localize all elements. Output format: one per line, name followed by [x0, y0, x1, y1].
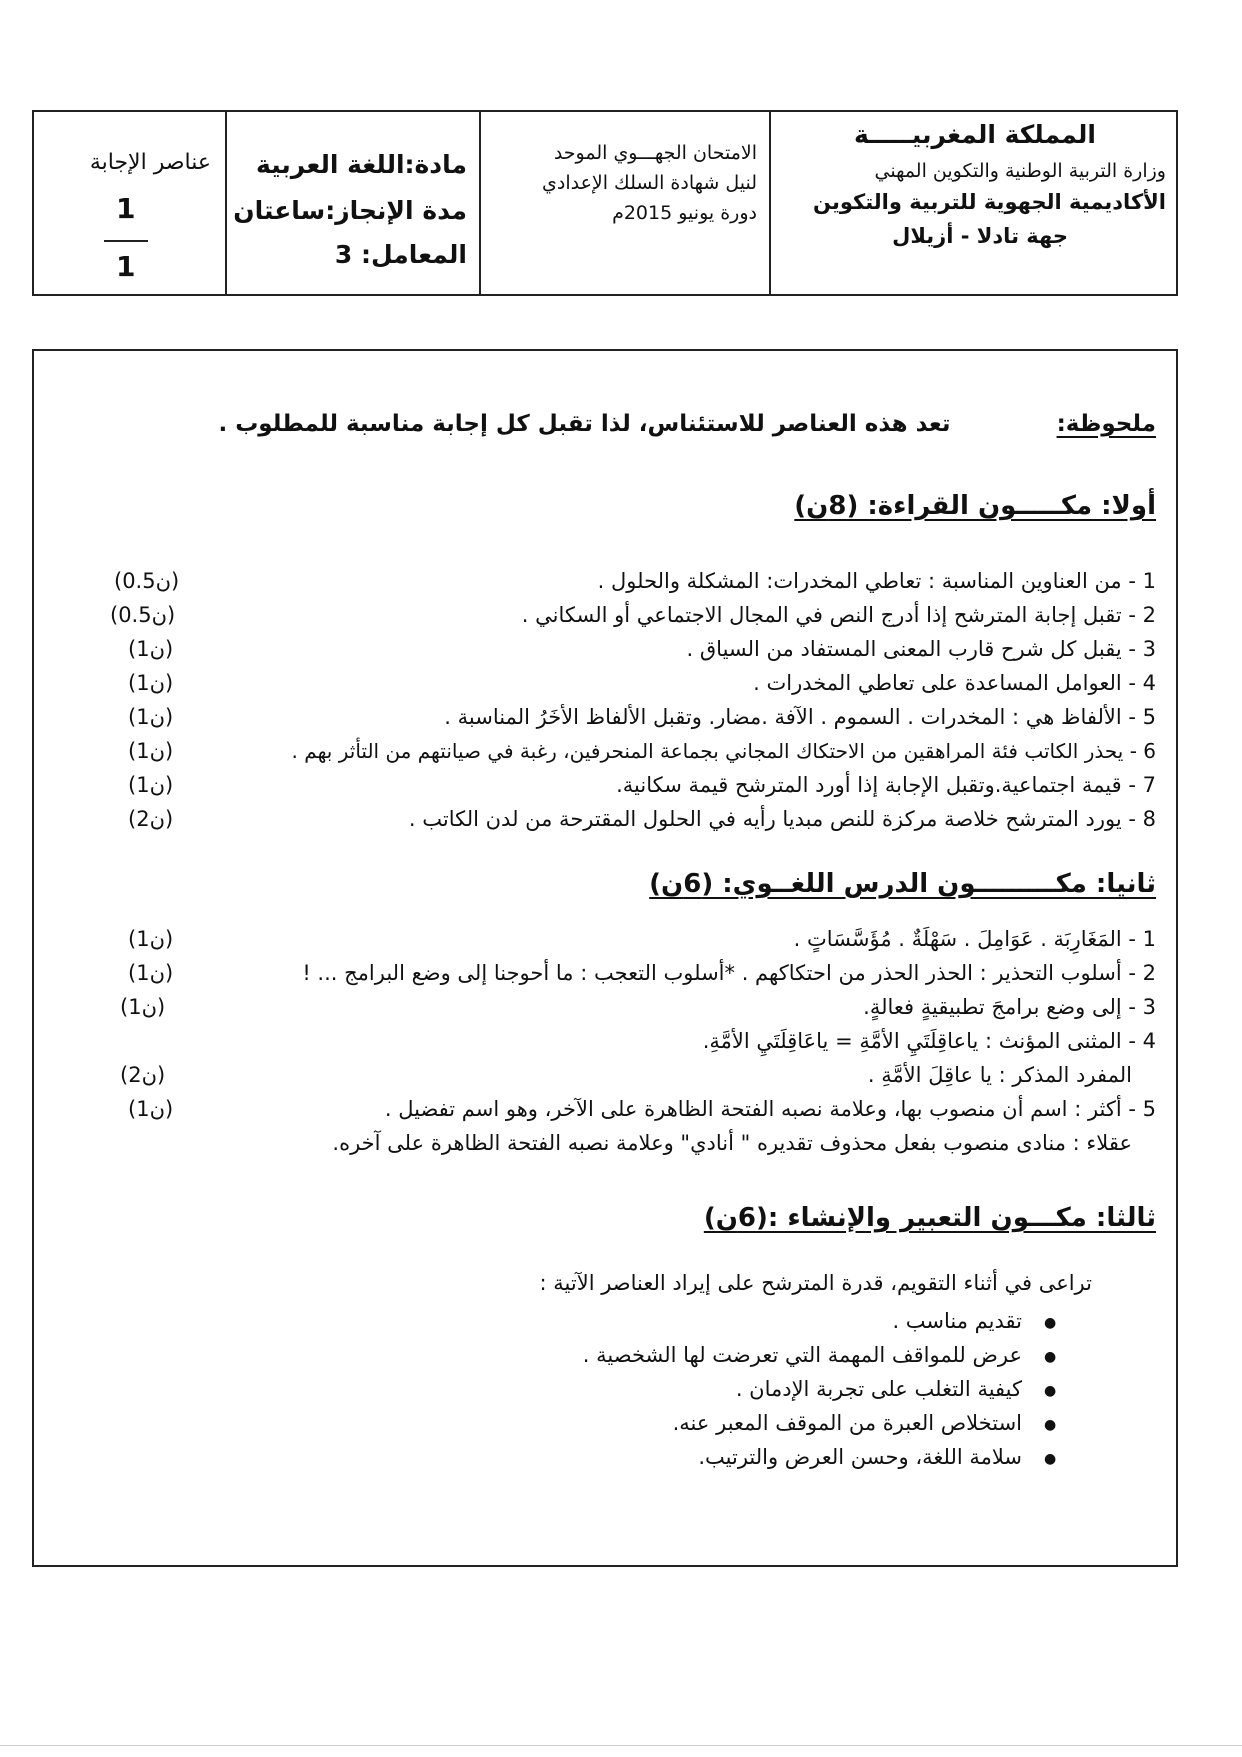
writing-bullet-3: كيفية التغلب على تجربة الإدمان .: [735, 1377, 1022, 1401]
reading-score-4: (1ن): [128, 671, 174, 695]
page-bottom-rule: [0, 1745, 1242, 1746]
duration-line: مدة الإنجاز:ساعتان: [233, 196, 467, 225]
reading-item-4: 4 - العوامل المساعدة على تعاطي المخدرات .: [753, 671, 1156, 695]
answers-cell: [34, 112, 225, 294]
fraction-bar: [104, 240, 148, 242]
academy-line: الأكاديمية الجهوية للتربية والتكوين: [813, 190, 1166, 214]
page-number: 1: [116, 192, 136, 225]
page-total: 1: [116, 250, 136, 283]
reading-item-3: 3 - يقبل كل شرح قارب المعنى المستفاد من السياق .: [686, 637, 1156, 661]
note-label: ملحوظة:: [1056, 411, 1156, 437]
coefficient-line: المعامل: 3: [334, 240, 467, 269]
language-score-1: (1ن): [128, 927, 174, 951]
bullet-dot-icon: ●: [1044, 1417, 1057, 1433]
language-item-3: 3 - إلى وضع برامجَ تطبيقيةٍ فعالةٍ.: [863, 995, 1156, 1019]
exam-session: دورة يونيو 2015م: [612, 202, 757, 224]
reading-score-3: (1ن): [128, 637, 174, 661]
reading-score-7: (1ن): [128, 773, 174, 797]
writing-bullet-5: سلامة اللغة، وحسن العرض والترتيب.: [698, 1445, 1022, 1469]
language-item-4: 4 - المثنى المؤنث : ياعاقِلَتَيِ الأمَّةِ = ياعَاقِلَتَيِ الأمَّةِ.: [702, 1029, 1156, 1053]
exam-cell: [479, 112, 769, 294]
reading-item-6: 6 - يحذر الكاتب فئة المراهقين من الاحتكاك المجاني بجماعة المنحرفين، رغبة في صيانتهم من التأثر بهم .: [291, 739, 1156, 763]
language-score-3: (1ن): [120, 995, 166, 1019]
reading-item-5: 5 - الألفاظ هي : المخدرات . السموم . الآفة .مضار. وتقبل الألفاظ الأخَرُ المناسبة .: [444, 705, 1156, 729]
ministry-line: وزارة التربية الوطنية والتكوين المهني: [874, 160, 1166, 182]
language-item-1: 1 - المَغَارِبَة . عَوَامِلَ . سَهْلَةٌ . مُؤَسَّسَاتٍ .: [793, 927, 1156, 951]
writing-intro: تراعى في أثناء التقويم، قدرة المترشح على إيراد العناصر الآتية :: [539, 1271, 1092, 1295]
language-item-5b: عقلاء : منادى منصوب بفعل محذوف تقديره " أنادي" وعلامة نصبه الفتحة الظاهرة على آخره.: [332, 1131, 1132, 1155]
exam-title: الامتحان الجهـــوي الموحد: [553, 142, 757, 164]
reading-item-1: 1 - من العناوين المناسبة : تعاطي المخدرات: المشكلة والحلول .: [597, 569, 1156, 593]
language-item-4b: المفرد المذكر : يا عاقِلَ الأمَّةِ .: [867, 1063, 1132, 1087]
language-score-4: (2ن): [120, 1063, 166, 1087]
subject-cell: [225, 112, 479, 294]
answers-label: عناصر الإجابة: [89, 150, 211, 175]
writing-bullet-4: استخلاص العبرة من الموقف المعبر عنه.: [672, 1411, 1022, 1435]
language-item-2: 2 - أسلوب التحذير : الحذر الحذر من احتكاكهم . *أسلوب التعجب : ما أحوجنا إلى وضع البرامج ... !: [302, 961, 1156, 985]
reading-score-6: (1ن): [128, 739, 174, 763]
note-row: [218, 411, 1156, 437]
subject-line: مادة:اللغة العربية: [256, 150, 467, 179]
reading-score-5: (1ن): [128, 705, 174, 729]
language-item-5: 5 - أكثر : اسم أن منصوب بها، وعلامة نصبه الفتحة الظاهرة على الآخر، وهو اسم تفضيل .: [384, 1097, 1156, 1121]
bullet-dot-icon: ●: [1044, 1383, 1057, 1399]
kingdom-cell: [769, 112, 1176, 294]
section-reading-title: أولا: مكـــــون القراءة: (8ن): [794, 491, 1156, 521]
answer-key-box: [32, 349, 1178, 1567]
bullet-dot-icon: ●: [1044, 1451, 1057, 1467]
reading-score-1: (0.5ن): [114, 569, 180, 593]
writing-bullet-1: تقديم مناسب .: [892, 1309, 1022, 1333]
language-score-5: (1ن): [128, 1097, 174, 1121]
writing-bullet-2: عرض للمواقف المهمة التي تعرضت لها الشخصية .: [582, 1343, 1022, 1367]
reading-item-8: 8 - يورد المترشح خلاصة مركزة للنص مبديا رأيه في الحلول المقترحة من لدن الكاتب .: [408, 807, 1156, 831]
bullet-dot-icon: ●: [1044, 1349, 1057, 1365]
exam-certificate: لنيل شهادة السلك الإعدادي: [541, 172, 757, 194]
section-writing-title: ثالثا: مكـــون التعبير والإنشاء :(6ن): [703, 1203, 1156, 1233]
reading-score-8: (2ن): [128, 807, 174, 831]
language-score-2: (1ن): [128, 961, 174, 985]
reading-item-2: 2 - تقبل إجابة المترشح إذا أدرج النص في المجال الاجتماعي أو السكاني .: [521, 603, 1156, 627]
bullet-dot-icon: ●: [1044, 1315, 1057, 1331]
region-line: جهة تادلا - أزيلال: [892, 224, 1068, 248]
note-text: تعد هذه العناصر للاستئناس، لذا تقبل كل إجابة مناسبة للمطلوب .: [218, 411, 951, 437]
reading-score-2: (0.5ن): [110, 603, 176, 627]
reading-item-7: 7 - قيمة اجتماعية.وتقبل الإجابة إذا أورد المترشح قيمة سكانية.: [616, 773, 1156, 797]
header-table: [32, 110, 1178, 296]
section-language-title: ثانيا: مكـــــــــون الدرس اللغــوي: (6ن): [649, 869, 1156, 899]
kingdom-title: المملكة المغربيـــــة: [854, 120, 1096, 149]
